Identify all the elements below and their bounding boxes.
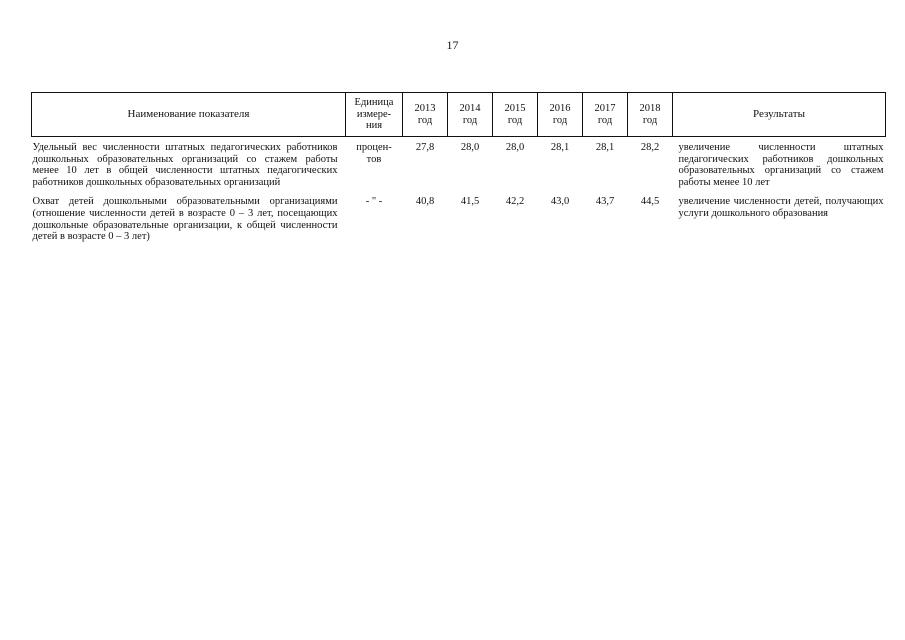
page-number: 17 xyxy=(446,38,459,52)
table-row xyxy=(32,192,886,246)
value-cell-2016: 28,1 xyxy=(550,142,570,153)
header-year-suffix: год xyxy=(507,114,523,126)
unit-cell: процен- тов xyxy=(356,142,392,165)
table-header-row xyxy=(32,93,886,137)
value-cell-2013: 27,8 xyxy=(415,142,435,153)
header-results: Результаты xyxy=(673,93,886,137)
table-row xyxy=(32,137,886,193)
value-cell-2016: 43,0 xyxy=(550,196,570,208)
header-year-suffix: год xyxy=(642,114,658,126)
header-year-2017 xyxy=(583,93,628,137)
results-cell: увеличение численности штатных педагогических работников дошкольных образовательных организаций со стажем работы менее 10 лет xyxy=(678,142,884,188)
value-cell-2017: 28,1 xyxy=(595,142,615,153)
indicator-name-cell: Удельный вес численности штатных педагогических работников дошкольных образовательных организаций со стажем работы менее 10 лет в общей численности штатных педагогических работников дошкольных образовательных организаций xyxy=(32,142,338,188)
indicators-table xyxy=(31,92,886,247)
value-cell-2014: 41,5 xyxy=(460,196,480,208)
header-unit: Единица измере- ния xyxy=(346,93,403,137)
value-cell-2013: 40,8 xyxy=(415,196,435,208)
value-cell-2017: 43,7 xyxy=(595,196,615,208)
header-year-2016 xyxy=(538,93,583,137)
value-cell-2014: 28,0 xyxy=(460,142,480,153)
header-year-suffix: год xyxy=(552,114,568,126)
header-year-value: 2018 xyxy=(639,102,661,114)
header-year-value: 2016 xyxy=(549,102,571,114)
header-indicator-name: Наименование показателя xyxy=(32,93,346,137)
unit-cell: - " - xyxy=(365,196,383,208)
results-cell: увеличение численности детей, получающих услуги дошкольного образования xyxy=(678,196,884,219)
header-year-suffix: год xyxy=(417,114,433,126)
header-year-value: 2017 xyxy=(594,102,616,114)
header-year-suffix: год xyxy=(462,114,478,126)
value-cell-2018: 44,5 xyxy=(640,196,660,208)
header-year-2014 xyxy=(448,93,493,137)
header-year-value: 2015 xyxy=(504,102,526,114)
indicator-name-cell: Охват детей дошкольными образовательными организациями (отношение численности детей в возрасте 0 – 3 лет, посещающих дошкольные образовательные организации, к общей численности детей в возрасте 0 – 3 лет) xyxy=(32,196,338,243)
value-cell-2015: 28,0 xyxy=(505,142,525,153)
header-year-2013 xyxy=(403,93,448,137)
header-year-2018 xyxy=(628,93,673,137)
value-cell-2018: 28,2 xyxy=(640,142,660,153)
header-year-suffix: год xyxy=(597,114,613,126)
header-year-value: 2013 xyxy=(414,102,436,114)
header-year-value: 2014 xyxy=(459,102,481,114)
header-year-2015 xyxy=(493,93,538,137)
value-cell-2015: 42,2 xyxy=(505,196,525,208)
